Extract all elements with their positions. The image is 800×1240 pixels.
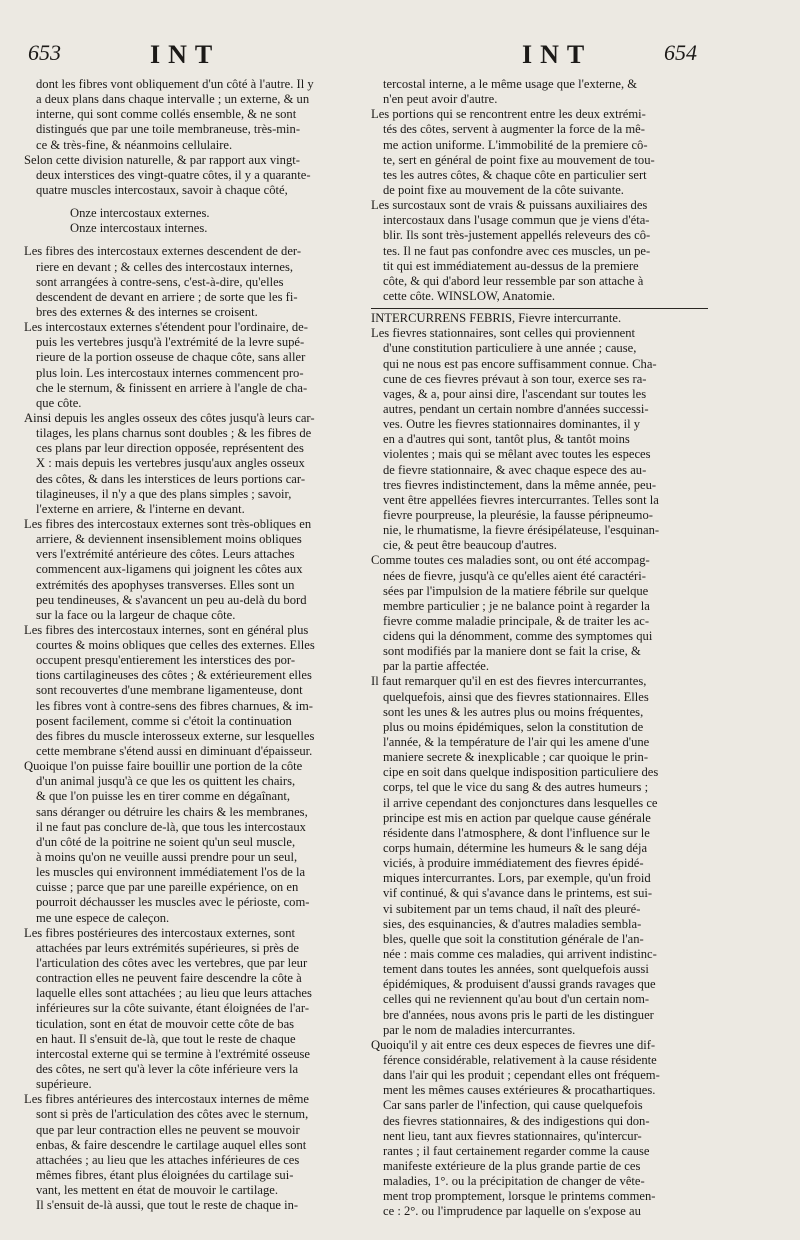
- text-line: que côte.: [36, 395, 82, 410]
- text-line: te, sert en général de point fixe au mouvement de tou-: [383, 152, 655, 167]
- text-line: que par leur contraction elles ne peuvent se mouvoir: [36, 1122, 300, 1137]
- text-line: Il s'ensuit de-là aussi, que tout le reste de chaque in-: [36, 1198, 299, 1213]
- text-line: ves. Outre les fievres stationnaires dominantes, il y: [383, 417, 641, 432]
- text-line: tions cartilagineuses des côtes ; & extérieurement elles: [36, 668, 312, 683]
- right-running-head: INT: [522, 40, 593, 69]
- text-line: che le sternum, & finissent en arriere à l'angle de cha-: [36, 380, 308, 395]
- text-line: tilages, les plans charnus sont doubles ; & les fibres de: [36, 426, 312, 441]
- text-line: Les portions qui se rencontrent entre les deux extrémi-: [371, 107, 646, 122]
- text-line: viciés, à produire immédiatement des fievres épidé-: [383, 856, 644, 871]
- text-line: rieure de la portion osseuse de chaque côte, sans aller: [36, 350, 306, 365]
- text-line: attachées par leurs extrémités supérieures, si près de: [36, 940, 299, 955]
- text-line: miques intercurrantes. Lors, par exemple, qu'un froid: [383, 871, 651, 886]
- text-line: X : mais depuis les vertebres jusqu'aux angles osseux: [36, 456, 305, 471]
- text-line: sont les unes & les autres plus ou moins fréquentes,: [383, 704, 644, 719]
- text-line: posent facilement, comme si c'étoit la continuation: [36, 713, 292, 728]
- text-line: tilagineuses, il n'y a que des plans simples ; savoir,: [36, 486, 292, 501]
- text-line: des côtes, & dans les interstices de leurs portions car-: [36, 471, 306, 486]
- text-line: sont recouvertes d'une membrane ligamenteuse, dont: [36, 683, 303, 698]
- text-line: distingués que par une toile membraneuse, très-min-: [36, 122, 301, 137]
- text-line: Les intercostaux externes s'étendent pour l'ordinaire, de-: [24, 320, 308, 335]
- text-line: vers l'extrémité antérieure des côtes. Leurs attaches: [36, 547, 295, 562]
- text-line: Car sans parler de l'infection, qui cause quelquefois: [383, 1098, 643, 1113]
- text-line: a deux plans dans chaque intervalle ; un externe, & un: [36, 92, 310, 107]
- text-line: sées par l'impulsion de la matiere fébrile sur quelque: [383, 583, 649, 598]
- text-line: nées de fievre, jusqu'à ce qu'elles aient été caractéri-: [383, 568, 646, 583]
- text-line: cidens qui la dénomment, comme des symptomes qui: [383, 629, 653, 644]
- text-line: sont modifiés par la maniere dont se fait la crise, &: [383, 644, 641, 659]
- text-line: celles qui ne reviennent qu'au bout d'un certain nom-: [383, 992, 650, 1007]
- text-line: vent être appellées fievres intercurrantes. Telles sont la: [383, 492, 659, 507]
- text-line: les fibres vont à contre-sens des fibres charnues, & im-: [36, 698, 313, 713]
- text-line: ce & très-fine, & néanmoins cellulaire.: [36, 137, 233, 152]
- text-line: de point fixe au mouvement de la côte suivante.: [383, 182, 624, 197]
- text-line: l'externe en arriere, & l'interne en devant.: [36, 501, 245, 516]
- text-line: cie, & peut être beaucoup d'autres.: [383, 538, 557, 553]
- text-line: Les fibres des intercostaux internes, sont en général plus: [24, 622, 309, 637]
- text-line: en a d'autres qui sont, tantôt plus, & tantôt moins: [383, 432, 630, 447]
- text-line: tes les autres côtes, & chaque côte en particulier sert: [383, 167, 647, 182]
- text-line: nent lieu, tant aux fievres stationnaires, qu'intercur-: [383, 1128, 642, 1143]
- text-line: quatre muscles intercostaux, savoir à chaque côté,: [36, 182, 288, 197]
- text-line: vant, les mettent en état de mouvoir le cartilage.: [36, 1183, 278, 1198]
- text-line: attachées ; au lieu que les attaches inférieures de ces: [36, 1152, 300, 1167]
- text-line: principe est mis en action par quelque cause générale: [383, 810, 651, 825]
- text-line: bre d'années, nous avons pris le parti de les distinguer: [383, 1007, 654, 1022]
- text-line: maniere secrete & inexplicable ; car quoique le prin-: [383, 750, 649, 765]
- text-line: d'une constitution particuliere à une année ; cause,: [383, 341, 637, 356]
- text-line: n'en peut avoir d'autre.: [383, 92, 498, 107]
- text-line: ment les mêmes causes extérieures & procathartiques.: [383, 1083, 656, 1098]
- text-line: Les surcostaux sont de vrais & puissans auxiliaires des: [371, 198, 648, 213]
- text-line: l'articulation des côtes avec les vertebres, que par leur: [36, 956, 308, 971]
- spacer: [24, 198, 362, 206]
- text-line: pourroit déchausser les muscles avec le périoste, com-: [36, 895, 310, 910]
- text-line: cune de ces fievres prévaut à son tour, exerce ses ra-: [383, 371, 647, 386]
- text-line: nie, le rhumatisme, la fievre érésipélateuse, l'esquinan-: [383, 523, 660, 538]
- text-line: des fievres stationnaires, & des indigestions qui don-: [383, 1113, 650, 1128]
- left-running-head: INT: [150, 40, 221, 69]
- text-line: contraction elles ne peuvent faire descendre la côte à: [36, 971, 302, 986]
- text-line: tés des côtes, servent à augmenter la force de la mê-: [383, 122, 645, 137]
- text-line: deux interstices des vingt-quatre côtes, il y a quarante-: [36, 167, 311, 182]
- text-line: sont arrangées à contre-sens, c'est-à-dire, qu'elles: [36, 274, 284, 289]
- text-line: occupent presqu'entierement les interstices des por-: [36, 653, 296, 668]
- text-line: arriere, & deviennent insensiblement moins obliques: [36, 532, 302, 547]
- text-line: descendent de devant en arriere ; de sorte que les fi-: [36, 289, 298, 304]
- text-line: blir. Ils sont très-justement appellés releveurs des cô-: [383, 228, 651, 243]
- text-line: autres, pendant un certain nombre d'années successi-: [383, 401, 649, 416]
- text-line: des fibres du muscle interosseux externe, sur lesquelles: [36, 728, 315, 743]
- text-line: de fievre stationnaire, & avec chaque espece des au-: [383, 462, 647, 477]
- text-line: bles, quelle que soit la constitution générale de l'an-: [383, 931, 644, 946]
- text-line: dans l'air qui les produit ; cependant elles ont fréquem-: [383, 1068, 660, 1083]
- text-line: Les fibres postérieures des intercostaux externes, sont: [24, 925, 296, 940]
- text-line: ce : 2°. ou l'imprudence par laquelle on s'expose au: [383, 1204, 641, 1219]
- text-line: plus ou moins épidémiques, selon la constitution de: [383, 719, 644, 734]
- left-column: [24, 77, 362, 1213]
- text-line: ment trop promptement, lorsque le printems commen-: [383, 1189, 656, 1204]
- text-line: mêmes fibres, étant plus éloignées du cartilage sui-: [36, 1167, 294, 1182]
- text-line: maladies, 1°. ou la précipitation de changer de vête-: [383, 1174, 645, 1189]
- text-line: cipe en soit dans quelque indisposition particuliere des: [383, 765, 659, 780]
- text-line: vi subitement par un tems chaud, il naît des pleuré-: [383, 901, 641, 916]
- text-line: supérieure.: [36, 1077, 92, 1092]
- text-line: tes. Il ne faut pas confondre avec ces muscles, un pe-: [383, 243, 651, 258]
- text-line: Ainsi depuis les angles osseux des côtes jusqu'à leurs car-: [24, 410, 315, 425]
- text-line: vages, & a, pour ainsi dire, l'ascendant sur toutes les: [383, 386, 647, 401]
- text-line: par le nom de maladies intercurrantes.: [383, 1022, 576, 1037]
- text-line: il arrive cependant des conjonctures dans lesquelles ce: [383, 795, 658, 810]
- text-line: cuisse ; parce que par une pareille expérience, on en: [36, 880, 299, 895]
- text-line: dont les fibres vont obliquement d'un côté à l'autre. Il y: [36, 77, 314, 91]
- text-line: vif continué, & qui s'avance dans le printems, est sui-: [383, 886, 653, 901]
- text-line: & que l'on puisse les en tirer comme en dégaînant,: [36, 789, 291, 804]
- text-line: Les fibres des intercostaux externes sont très-obliques en: [24, 516, 312, 531]
- text-line: plus loin. Les intercostaux internes commencent pro-: [36, 365, 304, 380]
- text-line: d'un côté de la poitrine ne soient qu'un seul muscle,: [36, 834, 296, 849]
- text-line: épidémiques, & produisent d'aussi grands ravages que: [383, 977, 656, 992]
- text-line: riere en devant ; & celles des intercostaux internes,: [36, 259, 294, 274]
- text-line: bres des externes & des internes se croisent.: [36, 304, 258, 319]
- text-line: inférieures sur la côte suivante, étant éloignées de l'ar-: [36, 1001, 310, 1016]
- text-line: commencent aux-ligamens qui joignent les côtes aux: [36, 562, 303, 577]
- text-line: ces plans par leur direction opposée, représentent des: [36, 441, 304, 456]
- text-line: extrémités des apophyses transverses. Elles sont un: [36, 577, 295, 592]
- text-line: Comme toutes ces maladies sont, ou ont été accompag-: [371, 553, 650, 568]
- text-line: quelquefois, ainsi que des fievres stationnaires. Elles: [383, 689, 649, 704]
- text-line: d'un animal jusqu'à ce que les os quittent les chairs,: [36, 774, 296, 789]
- text-line: peu tendineuses, & s'avancent un peu au-delà du bord: [36, 592, 307, 607]
- text-line: née : mais comme ces maladies, qui arrivent indistinc-: [383, 947, 657, 962]
- text-line: des côtes, ne sert qu'à lever la côte inférieure vers la: [36, 1062, 299, 1076]
- text-line: l'année, & la température de l'air qui les amene d'une: [383, 735, 650, 750]
- text-line: violentes ; mais qui se mêlant avec toutes les especes: [383, 447, 651, 462]
- text-line: Onze intercostaux externes.: [70, 206, 210, 221]
- text-line: qui ne nous est pas encore suffisamment connue. Cha-: [383, 356, 657, 371]
- text-line: Les fibres antérieures des intercostaux internes de même: [24, 1092, 309, 1107]
- right-column: [371, 77, 708, 1220]
- text-line: sont si près de l'articulation des côtes avec le sternum,: [36, 1107, 309, 1122]
- text-line: laquelle elles sont attachées ; au lieu que leurs attaches: [36, 986, 312, 1001]
- text-line: corps, tel que le vice du sang & des autres humeurs ;: [383, 780, 649, 795]
- text-line: tres fievres indistinctement, dans la même année, peu-: [383, 477, 657, 492]
- text-line: puis les vertebres jusqu'à l'extrémité de la levre supé-: [36, 335, 305, 350]
- section-rule: [371, 308, 708, 309]
- text-line: interne, qui sont comme collés ensemble, & ne sont: [36, 107, 297, 122]
- text-line: corps humain, détermine les humeurs & le sang déja: [383, 841, 648, 856]
- text-line: intercostal externe qui se termine à l'extrémité osseuse: [36, 1046, 310, 1061]
- text-line: tement dans toutes les années, sont quelquefois aussi: [383, 962, 649, 977]
- left-page-number: 653: [28, 40, 61, 65]
- text-line: INTERCURRENS FEBRIS, Fievre intercurrante.: [371, 311, 622, 326]
- text-line: courtes & moins obliques que celles des externes. Elles: [36, 638, 315, 653]
- text-line: fievre comme maladie principale, & de traiter les ac-: [383, 613, 650, 628]
- text-line: cette côte. WINSLOW, Anatomie.: [383, 288, 556, 303]
- text-line: férence considérable, relativement à la cause résidente: [383, 1053, 657, 1067]
- text-line: côte, & qui d'abord leur ressemble par son attache à: [383, 273, 644, 288]
- text-line: Il faut remarquer qu'il en est des fievres intercurrantes,: [371, 674, 647, 689]
- text-line: ticulation, sont en état de mouvoir cette côte de bas: [36, 1016, 295, 1031]
- text-line: par la partie affectée.: [383, 659, 490, 674]
- text-line: à moins qu'on ne veuille aussi prendre pour un seul,: [36, 850, 298, 865]
- text-line: Onze intercostaux internes.: [70, 221, 208, 236]
- text-line: membre particulier ; je ne balance point à regarder la: [383, 598, 650, 613]
- right-page-number: 654: [664, 40, 697, 65]
- text-line: Quoiqu'il y ait entre ces deux especes de fievres une dif-: [371, 1037, 656, 1052]
- text-line: tercostal interne, a le même usage que l'externe, &: [383, 77, 638, 91]
- text-line: intercostaux dans l'usage commun que je viens d'éta-: [383, 213, 650, 228]
- text-line: manifeste extérieure de la plus grande partie de ces: [383, 1158, 641, 1173]
- text-line: me une espece de caleçon.: [36, 910, 170, 925]
- text-line: Les fievres stationnaires, sont celles qui proviennent: [371, 326, 636, 341]
- text-line: en haut. Il s'ensuit de-là, que tout le reste de chaque: [36, 1031, 296, 1046]
- text-line: tit qui est immédiatement au-dessus de la premiere: [383, 258, 639, 273]
- text-line: fievre pourpreuse, la pleurésie, la fausse péripneumo-: [383, 507, 653, 522]
- text-line: les muscles qui environnent immédiatement l'os de la: [36, 865, 306, 880]
- spacer: [24, 236, 362, 244]
- text-line: Les fibres des intercostaux externes descendent de der-: [24, 244, 302, 259]
- text-line: Quoique l'on puisse faire bouillir une portion de la côte: [24, 759, 303, 774]
- text-line: sies, des esquinancies, & d'autres maladies sembla-: [383, 916, 642, 931]
- text-line: cette membrane s'étend aussi en diminuant d'épaisseur.: [36, 744, 313, 759]
- text-line: résidente dans l'atmosphere, & dont l'influence sur le: [383, 825, 650, 840]
- text-line: enbas, & faire descendre le cartilage auquel elles sont: [36, 1137, 307, 1152]
- text-line: rantes ; il faut certainement regarder comme la cause: [383, 1143, 650, 1158]
- text-line: me action uniforme. L'immobilité de la premiere cô-: [383, 137, 648, 152]
- text-line: sans déranger ou détruire les chairs & les membranes,: [36, 804, 308, 819]
- text-line: Selon cette division naturelle, & par rapport aux vingt-: [24, 152, 300, 167]
- text-line: sur la face ou la largeur de chaque côte.: [36, 607, 236, 622]
- running-header: [0, 40, 800, 74]
- text-line: il ne faut pas conclure de-là, que tous les intercostaux: [36, 819, 306, 834]
